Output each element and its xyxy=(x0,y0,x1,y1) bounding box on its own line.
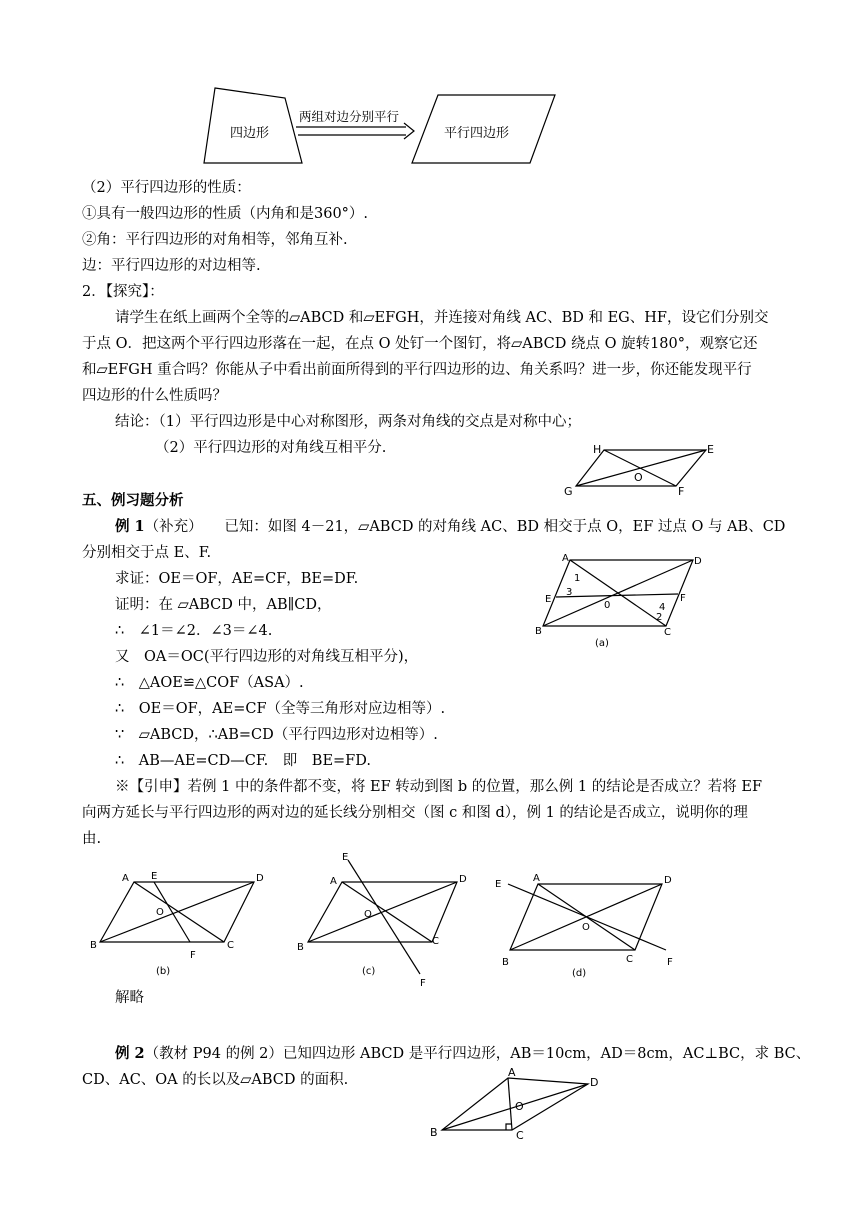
text-line: ∴ OE＝OF，AE=CF（全等三角形对应边相等）. xyxy=(115,701,446,717)
example-2-line xyxy=(115,1044,810,1064)
figure-c-caption: (c) xyxy=(362,966,376,977)
text-line: 和▱EFGH 重合吗？你能从子中看出前面所得到的平行四边形的边、角关系吗？进一步，你还能发现平行 xyxy=(82,362,752,378)
label-c: C xyxy=(227,940,234,951)
example-text: （教材 P94 的例 2）已知四边形 ABCD 是平行四边形，AB＝10cm，AD＝8cm，AC⊥BC，求 BC、 xyxy=(144,1046,811,1062)
label-a: A xyxy=(122,873,129,884)
angle-1-label: 1 xyxy=(574,573,581,584)
label-o: O xyxy=(515,1100,524,1113)
text-line: CD、AC、OA 的长以及▱ABCD 的面积. xyxy=(82,1072,349,1088)
text-line: ※【引申】若例 1 中的条件都不变，将 EF 转动到图 b 的位置，那么例 1 的结论是否成立？若将 EF xyxy=(115,779,763,795)
text-line: ∴ AB—AE=CD—CF. 即 BE=FD. xyxy=(115,753,371,769)
section-heading: 五、例习题分析 xyxy=(82,492,184,509)
label-g: G xyxy=(564,485,573,498)
label-c: C xyxy=(664,627,671,638)
figure-c-segment-ef xyxy=(348,860,420,974)
text-line: 边：平行四边形的对边相等. xyxy=(82,258,261,274)
figure-b-caption: (b) xyxy=(156,966,171,977)
text-line: ②角：平行四边形的对角相等，邻角互补. xyxy=(82,232,348,248)
text-line: （2）平行四边形的性质： xyxy=(82,180,251,196)
label-a: A xyxy=(330,876,337,887)
text-line: ∴ ∠1＝∠2．∠3＝∠4. xyxy=(115,623,273,639)
angle-3-label: 3 xyxy=(566,587,573,598)
parallelogram-label: 平行四边形 xyxy=(444,126,510,141)
label-o: O xyxy=(156,907,164,918)
conclusion-line: 结论：（1）平行四边形是中心对称图形，两条对角线的交点是对称中心； xyxy=(115,414,581,430)
label-o: O xyxy=(582,922,590,933)
label-b: B xyxy=(535,626,542,637)
text-line: 证明：在 ▱ABCD 中，AB∥CD， xyxy=(115,597,332,613)
example-label: 例 1 xyxy=(115,518,145,535)
angle-2-label: 2 xyxy=(656,612,663,623)
figure-b-diagonal-ac xyxy=(134,882,224,942)
label-o: 0 xyxy=(604,600,611,611)
label-a: A xyxy=(562,553,569,564)
label-f: F xyxy=(420,978,426,986)
figure-a-segment-ef xyxy=(556,594,678,597)
label-e: E xyxy=(707,443,714,456)
label-f: F xyxy=(667,957,673,968)
label-d: D xyxy=(694,556,702,567)
figure-example-2 xyxy=(420,1066,610,1146)
label-f: F xyxy=(680,593,686,604)
text-line: ①具有一般四边形的性质（内角和是360°）. xyxy=(82,206,369,222)
quadrilateral-label: 四边形 xyxy=(230,126,270,141)
text-line: 求证：OE＝OF，AE=CF，BE=DF. xyxy=(115,571,359,587)
section-heading: 2．【探究】： xyxy=(82,284,164,300)
example-1-line xyxy=(115,517,785,537)
label-h: H xyxy=(593,443,602,456)
label-c: C xyxy=(432,936,439,947)
label-f: F xyxy=(678,485,685,498)
label-b: B xyxy=(90,940,97,951)
label-a: A xyxy=(508,1066,516,1079)
figure-b xyxy=(84,866,274,981)
figure-b-diagonal-bd xyxy=(100,882,254,942)
label-e: E xyxy=(342,852,349,863)
figure-d-caption: (d) xyxy=(572,968,587,978)
flow-diagram xyxy=(200,85,560,170)
label-b: B xyxy=(502,957,509,968)
example-text: （补充） 已知：如图 4－21，▱ABCD 的对角线 AC、BD 相交于点 O，EF 过点 O 与 AB、CD xyxy=(144,519,786,535)
text-line: ∵ ▱ABCD，∴AB=CD（平行四边形对边相等）. xyxy=(115,727,438,743)
label-b: B xyxy=(297,942,304,953)
text-line: 四边形的什么性质吗？ xyxy=(82,388,227,404)
angle-4-label: 4 xyxy=(659,602,666,613)
figure-a-caption: (a) xyxy=(595,638,609,649)
flow-arrow-label: 两组对边分别平行 xyxy=(299,109,400,124)
figure-d xyxy=(490,868,690,978)
figure-c-diagonal-ac xyxy=(342,882,432,942)
label-a: A xyxy=(533,873,540,884)
label-c: C xyxy=(516,1129,524,1142)
label-e: E xyxy=(151,871,158,882)
text-line: 分别相交于点 E、F. xyxy=(82,545,212,561)
figure-efgh xyxy=(558,440,718,500)
label-e: E xyxy=(545,594,552,605)
label-c: C xyxy=(626,954,633,965)
label-o: O xyxy=(364,909,372,920)
text-line: 请学生在纸上画两个全等的▱ABCD 和▱EFGH，并连接对角线 AC、BD 和 EG、HF，设它们分别交 xyxy=(115,310,769,326)
text-line: 由. xyxy=(82,831,102,847)
flow-arrow-head xyxy=(404,123,414,139)
ex2-diagonal-ac xyxy=(508,1078,512,1130)
figure-a xyxy=(528,550,718,650)
text-line: 又 OA＝OC(平行四边形的对角线互相平分)， xyxy=(115,649,419,665)
label-d: D xyxy=(664,875,672,886)
text-line: 于点 O．把这两个平行四边形落在一起，在点 O 处钉一个图钉，将▱ABCD 绕点 O 旋转180°，观察它还 xyxy=(82,336,758,352)
label-o: O xyxy=(634,471,643,484)
label-f: F xyxy=(190,950,196,961)
example-label: 例 2 xyxy=(115,1045,145,1062)
figure-c-diagonal-bd xyxy=(308,882,457,942)
label-e: E xyxy=(495,879,502,890)
label-d: D xyxy=(590,1076,599,1089)
text-line: 向两方延长与平行四边形的两对边的延长线分别相交（图 c 和图 d），例 1 的结论是否成立，说明你的理 xyxy=(82,805,748,821)
label-d: D xyxy=(256,873,264,884)
figure-c xyxy=(292,846,482,986)
text-line: 解略 xyxy=(115,990,144,1006)
label-b: B xyxy=(430,1126,438,1139)
conclusion-line: （2）平行四边形的对角线互相平分. xyxy=(155,440,387,456)
label-d: D xyxy=(459,874,467,885)
text-line: ∴ △AOE≌△COF（ASA）. xyxy=(115,675,304,691)
